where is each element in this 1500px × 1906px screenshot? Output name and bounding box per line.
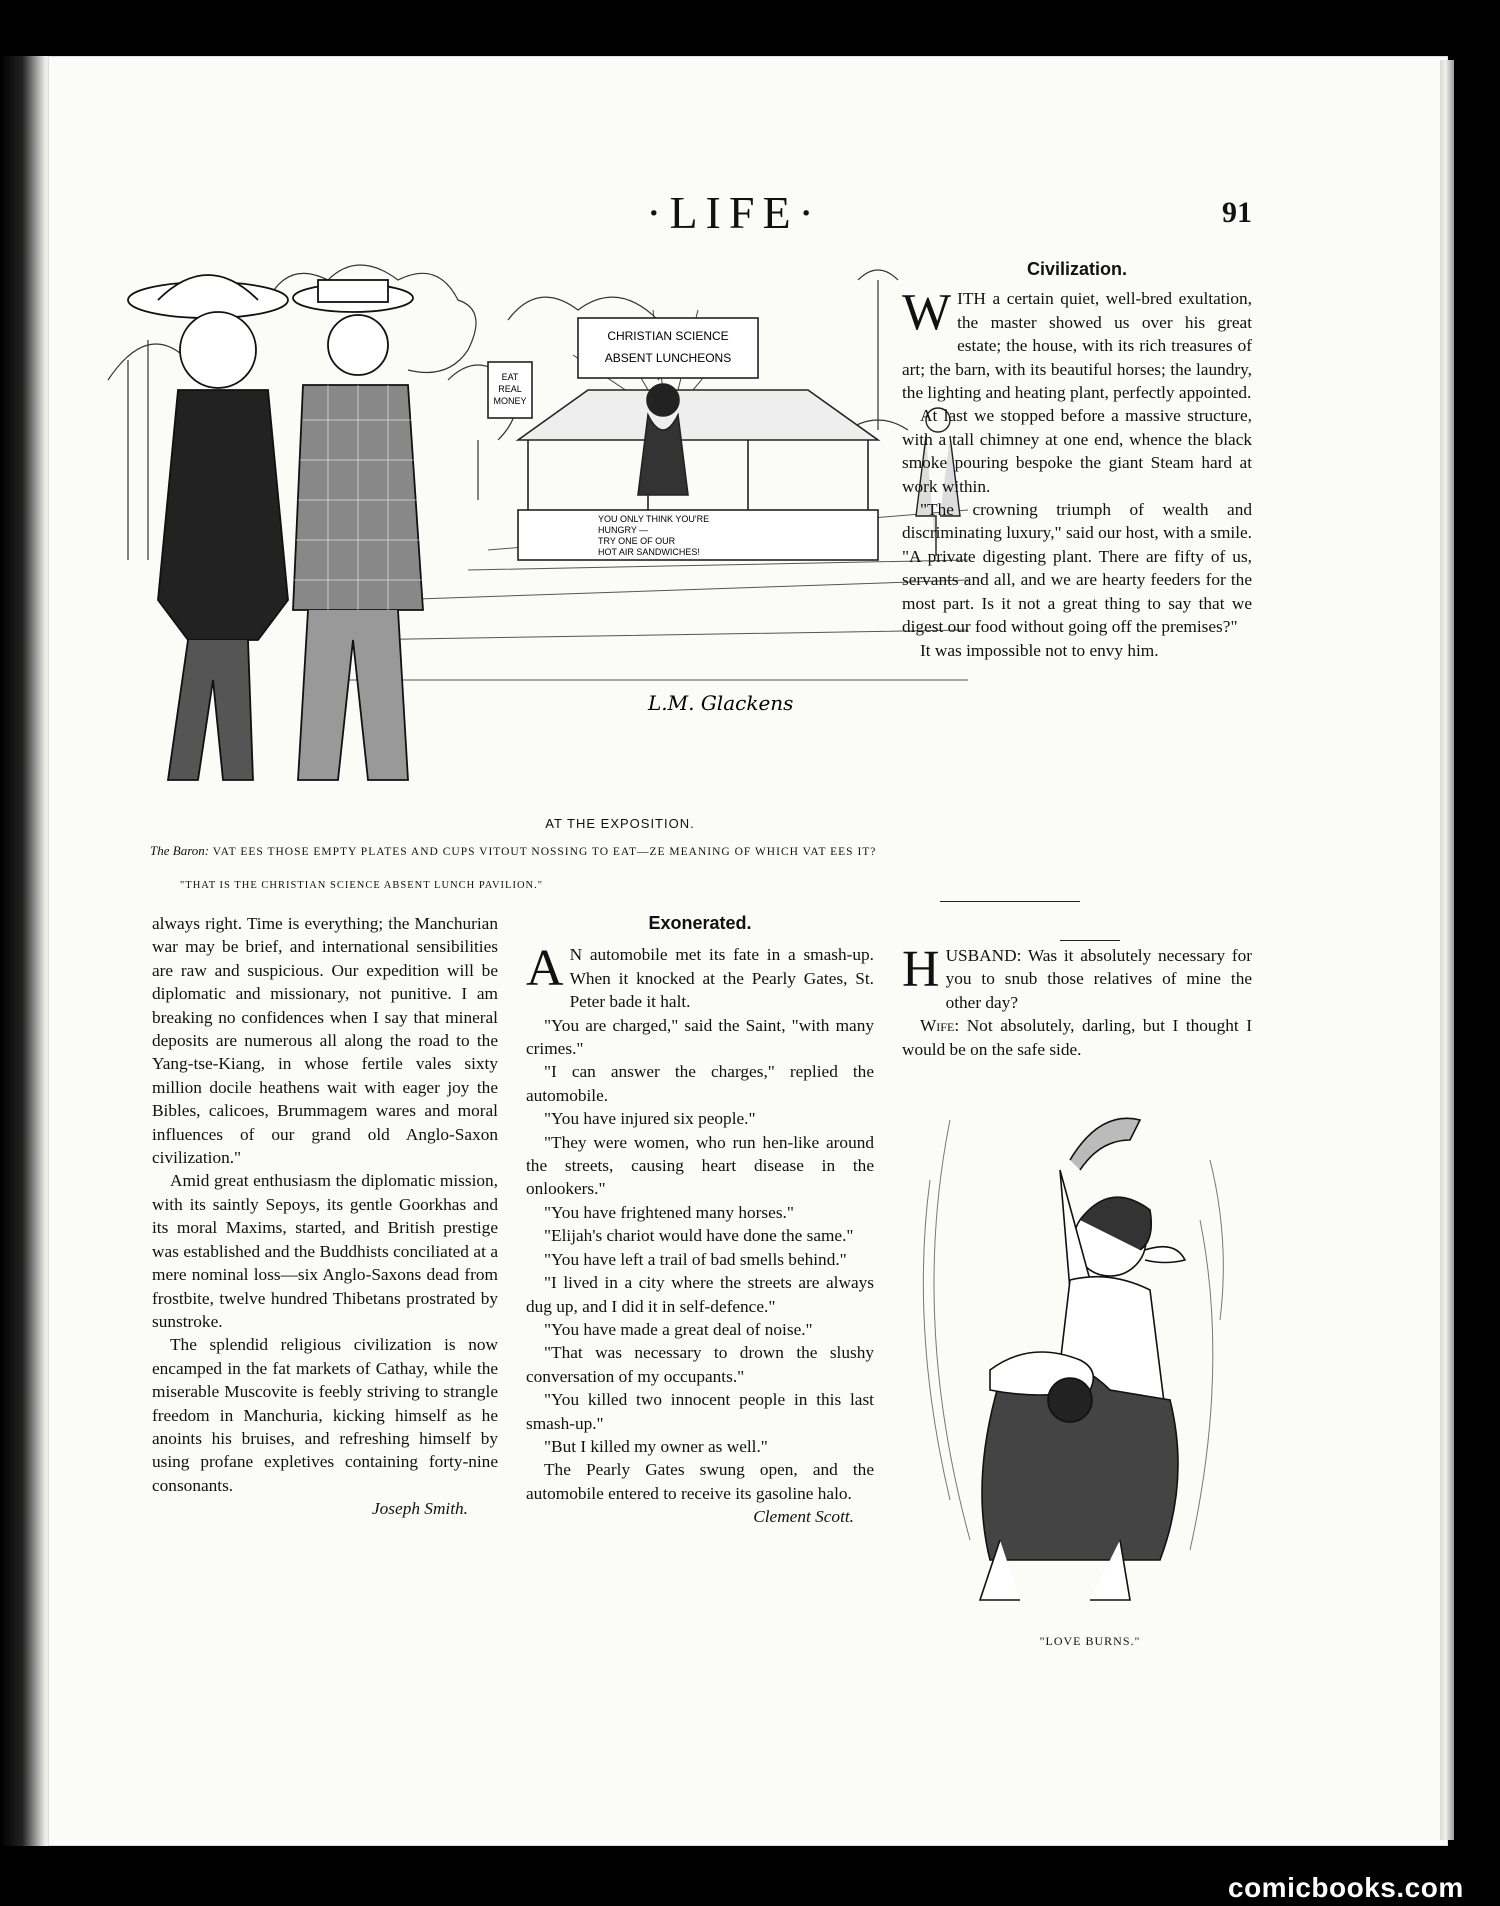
side-sign-line-3: MONEY	[493, 396, 527, 406]
col2-paragraph-3: "You have injured six people."	[544, 1109, 756, 1129]
pavilion-sign-line-1: CHRISTIAN SCIENCE	[607, 329, 729, 343]
exonerated-heading: Exonerated.	[648, 913, 752, 933]
exposition-caption-title: AT THE EXPOSITION.	[545, 816, 695, 831]
love-burns-caption: "LOVE BURNS."	[1039, 1634, 1141, 1648]
col1-paragraph-2: Amid great enthusiasm the diplomatic mission, with its saintly Sepoys, its gentle Goorkhas and its moral Maxims, started, and British prestige was established and the Buddhists conciliated at a mere nominal loss—six Anglo-Saxons dead from frostbite, twelve hundred Thibetans prostrated by sunstroke.	[152, 1171, 498, 1331]
col2-paragraph-2: "I can answer the charges," replied the automobile.	[526, 1062, 874, 1105]
page-number: 91	[1222, 196, 1252, 229]
column-rule	[940, 901, 1080, 902]
wife-label: Wife	[920, 1016, 955, 1036]
col3-paragraph-1: At last we stopped before a massive structure, with a tall chimney at one end, whence the black smoke pouring bespoke the giant Steam hard at work within.	[902, 406, 1252, 496]
col2-paragraph-12: "But I killed my owner as well."	[544, 1436, 768, 1456]
husband-text: USBAND: Was it absolutely necessary for you to snub those relatives of mine the other day?	[945, 946, 1252, 1012]
artist-signature: L.M. Glackens	[648, 691, 794, 715]
caption-speaker: The Baron:	[150, 843, 210, 858]
side-sign-line-1: EAT	[501, 372, 519, 382]
counter-sign-line-1: YOU ONLY THINK YOU'RE	[598, 514, 710, 524]
page-edge	[1440, 60, 1454, 1840]
exposition-cartoon	[88, 240, 988, 810]
col2-paragraph-7: "You have left a trail of bad smells behind."	[544, 1249, 847, 1269]
column-middle	[526, 912, 874, 1529]
col1-paragraph-1: always right. Time is everything; the Manchurian war may be brief, and international sensibilities are raw and suspicious. Our expedition will be diplomatic and missionary, not punitive. I am breaking no confidences when I say that mineral deposits are numerous all along the road to the Yang-tse-Kiang, in whose fertile vales sixty million docile heathens wait with eager joy the Bibles, calicoes, Brummagem wares and moral influences of our grand old Anglo-Saxon civilization."	[152, 914, 498, 1168]
exposition-caption	[150, 842, 880, 861]
col1-paragraph-3: The splendid religious civilization is now encamped in the fat markets of Cathay, while the miserable Muscovite is feebly striving to strangle freedom in Manchuria, kicking himself as he anoints his bruises, and refreshing himself by using profane expletives containing forty-nine consonants.	[152, 1335, 498, 1495]
col3-paragraph-3: It was impossible not to envy him.	[920, 640, 1159, 660]
col2-paragraph-5: "You have frightened many horses."	[544, 1202, 794, 1222]
masthead: ·LIFE·	[646, 187, 822, 238]
col2-paragraph-8: "I lived in a city where the streets are always dug up, and I did it in self-defence."	[526, 1273, 874, 1316]
col2-paragraph-10: "That was necessary to drown the slushy conversation of my occupants."	[526, 1343, 874, 1386]
caption-text: VAT EES THOSE EMPTY PLATES AND CUPS VITOUT NOSSING TO EAT—ZE MEANING OF WHICH VAT EES IT?	[212, 846, 877, 858]
column-left	[152, 912, 498, 1521]
col2-paragraph-6: "Elijah's chariot would have done the same."	[544, 1226, 854, 1246]
counter-sign-line-3: TRY ONE OF OUR	[598, 536, 676, 546]
civilization-dropcap: W	[902, 284, 952, 342]
civilization-first: ITH a certain quiet, well-bred exultation, the master showed us over his great estate; the house, with its rich treasures of art; the barn, with its beautiful horses; the laundry, the lighting and heating plant, perfectly appointed.	[902, 289, 1252, 403]
col2-paragraph-9: "You have made a great deal of noise."	[544, 1319, 813, 1339]
col1-signature: Joseph Smith.	[372, 1499, 468, 1519]
pavilion-sign-line-2: ABSENT LUNCHEONS	[604, 351, 732, 365]
exonerated-first: N automobile met its fate in a smash-up. When it knocked at the Pearly Gates, St. Peter bade it halt.	[569, 945, 874, 1012]
side-sign-line-2: REAL	[498, 384, 522, 394]
exonerated-dropcap: A	[526, 940, 564, 998]
counter-sign-line-4: HOT AIR SANDWICHES!	[598, 547, 700, 557]
col2-paragraph-11: "You killed two innocent people in this last smash-up."	[526, 1390, 874, 1433]
civilization-heading: Civilization.	[1026, 259, 1127, 279]
col2-paragraph-1: "You are charged," said the Saint, "with many crimes."	[526, 1015, 874, 1059]
section-rule	[1060, 940, 1120, 941]
love-burns-cartoon	[910, 1100, 1230, 1620]
column-right	[902, 258, 1252, 662]
source-watermark: comicbooks.com	[1228, 1872, 1464, 1903]
husband-wife-joke	[902, 941, 1252, 1061]
col2-signature: Clement Scott.	[753, 1507, 854, 1527]
exposition-caption-reply: "THAT IS THE CHRISTIAN SCIENCE ABSENT LUNCH PAVILION."	[180, 880, 544, 891]
col2-paragraph-4: "They were women, who run hen-like around the streets, causing heart disease in the onlookers."	[526, 1132, 874, 1199]
counter-sign-line-2: HUNGRY —	[598, 525, 649, 535]
husband-dropcap: H	[902, 941, 940, 998]
col3-paragraph-2: "The crowning triumph of wealth and discriminating luxury," said our host, with a smile. "A private digesting plant. There are fifty of us, servants and all, and we are hearty feeders for the most part. Is it not a great thing to say that we digest our food without going off the premises?"	[902, 500, 1252, 637]
col2-paragraph-13: The Pearly Gates swung open, and the automobile entered to receive its gasoline halo.	[526, 1460, 874, 1503]
wife-text: : Not absolutely, darling, but I thought I would be on the safe side.	[902, 1016, 1252, 1059]
